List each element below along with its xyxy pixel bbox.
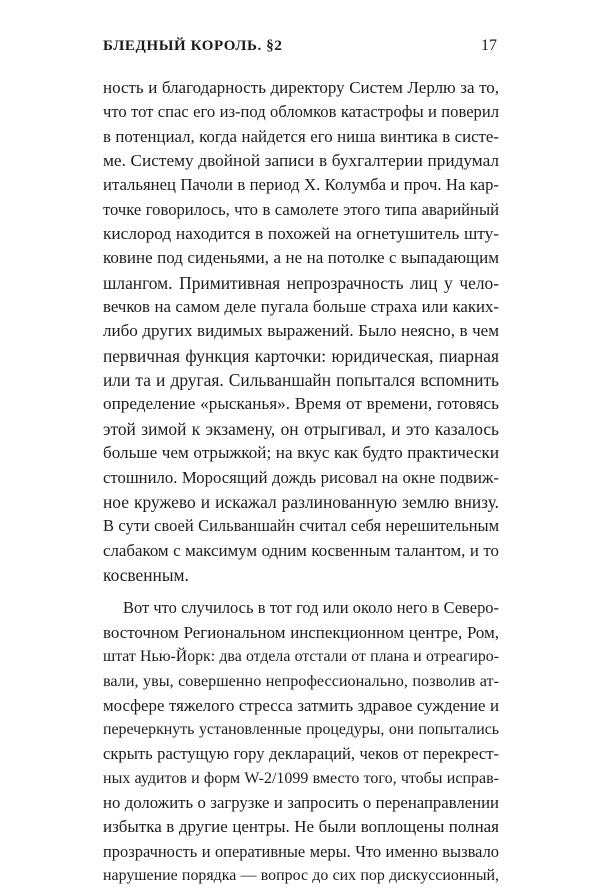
text-line: избытка в другие центры. Не были воплощены полная: [103, 817, 499, 837]
text-line: но доложить о загрузке и запросить о перенаправлении: [103, 792, 499, 812]
text-line: первичная функция карточки: юридическая, пиарная: [103, 345, 499, 366]
text-line: прозрачность и оперативные меры. Что именно вызвало: [103, 841, 499, 861]
text-line: Вот что случилось в тот год или около него в Северо-: [123, 598, 499, 618]
text-line: В сути своей Сильваншайн считал себя нерешительным: [103, 516, 499, 536]
text-line: или та и другая. Сильваншайн попытался вспомнить: [103, 370, 499, 391]
running-title: БЛЕДНЫЙ КОРОЛЬ. §2: [103, 38, 283, 54]
text-line: шлангом. Примитивная непрозрачность лиц у чело-: [103, 272, 499, 293]
text-line: определение «рысканья». Время от времени, готовясь: [103, 394, 499, 414]
paragraph-1: [103, 76, 499, 587]
text-line: ных аудитов и форм W-2/1099 вместо того, чтобы исправ-: [103, 769, 499, 787]
text-line: косвенным.: [103, 564, 189, 585]
text-line: ковине под сиденьями, а не на потолке с выпадающим: [103, 248, 499, 268]
page-number: 17: [481, 37, 497, 54]
text-line: нарушение порядка — вопрос до сих пор дискуссионный,: [103, 867, 499, 884]
text-line: кислород находится в похожей на огнетушитель шту-: [103, 224, 499, 244]
text-line: этой зимой к экзамену, он отрыгивал, и это казалось: [103, 418, 499, 439]
text-line: ное кружево и искажал разлинованную землю внизу.: [103, 491, 499, 512]
text-line: штат Нью-Йорк: два отдела отстали от плана и отреагиро-: [103, 647, 499, 665]
paragraph-spacing: [103, 587, 499, 596]
text-line: больше чем отрыжкой; на вкус как будто практически: [103, 443, 499, 463]
text-line: ность и благодарность директору Систем Лерлю за то,: [103, 78, 499, 97]
text-line: точке говорилось, что в самолете этого типа аварийный: [103, 199, 499, 219]
text-line: скрыть растущую гору деклараций, чеков от перекрест-: [103, 744, 499, 764]
text-line: что тот спас его из-под обломков катастрофы и поверил: [103, 102, 499, 122]
body-text: [103, 76, 499, 888]
paragraph-2: [103, 596, 499, 888]
text-line: слабаком с максимум одним косвенным талантом, и то: [103, 540, 499, 560]
text-line: стошнило. Моросящий дождь рисовал на окне подвиж-: [103, 467, 499, 487]
text-line: мосфере тяжелого стресса затмить здравое суждение и: [103, 695, 499, 715]
text-line: вали, увы, совершенно непрофессионально, позволив ат-: [103, 672, 499, 691]
text-line: восточном Региональном инспекционном центре, Ром,: [103, 622, 499, 642]
text-line: либо других видимых выражений. Было неясно, в чем: [103, 321, 499, 341]
text-line: перечеркнуть установленные процедуры, они попытались: [103, 720, 499, 738]
text-line: вечков на самом деле пугала больше страха или каких-: [103, 297, 499, 317]
text-line: итальянец Пачоли в период Х. Колумба и проч. На кар-: [103, 175, 499, 195]
text-line: в потенциал, когда найдется его ниша винтика в систе-: [103, 126, 499, 146]
text-line: ме. Систему двойной записи в бухгалтерии придумал: [103, 151, 499, 171]
